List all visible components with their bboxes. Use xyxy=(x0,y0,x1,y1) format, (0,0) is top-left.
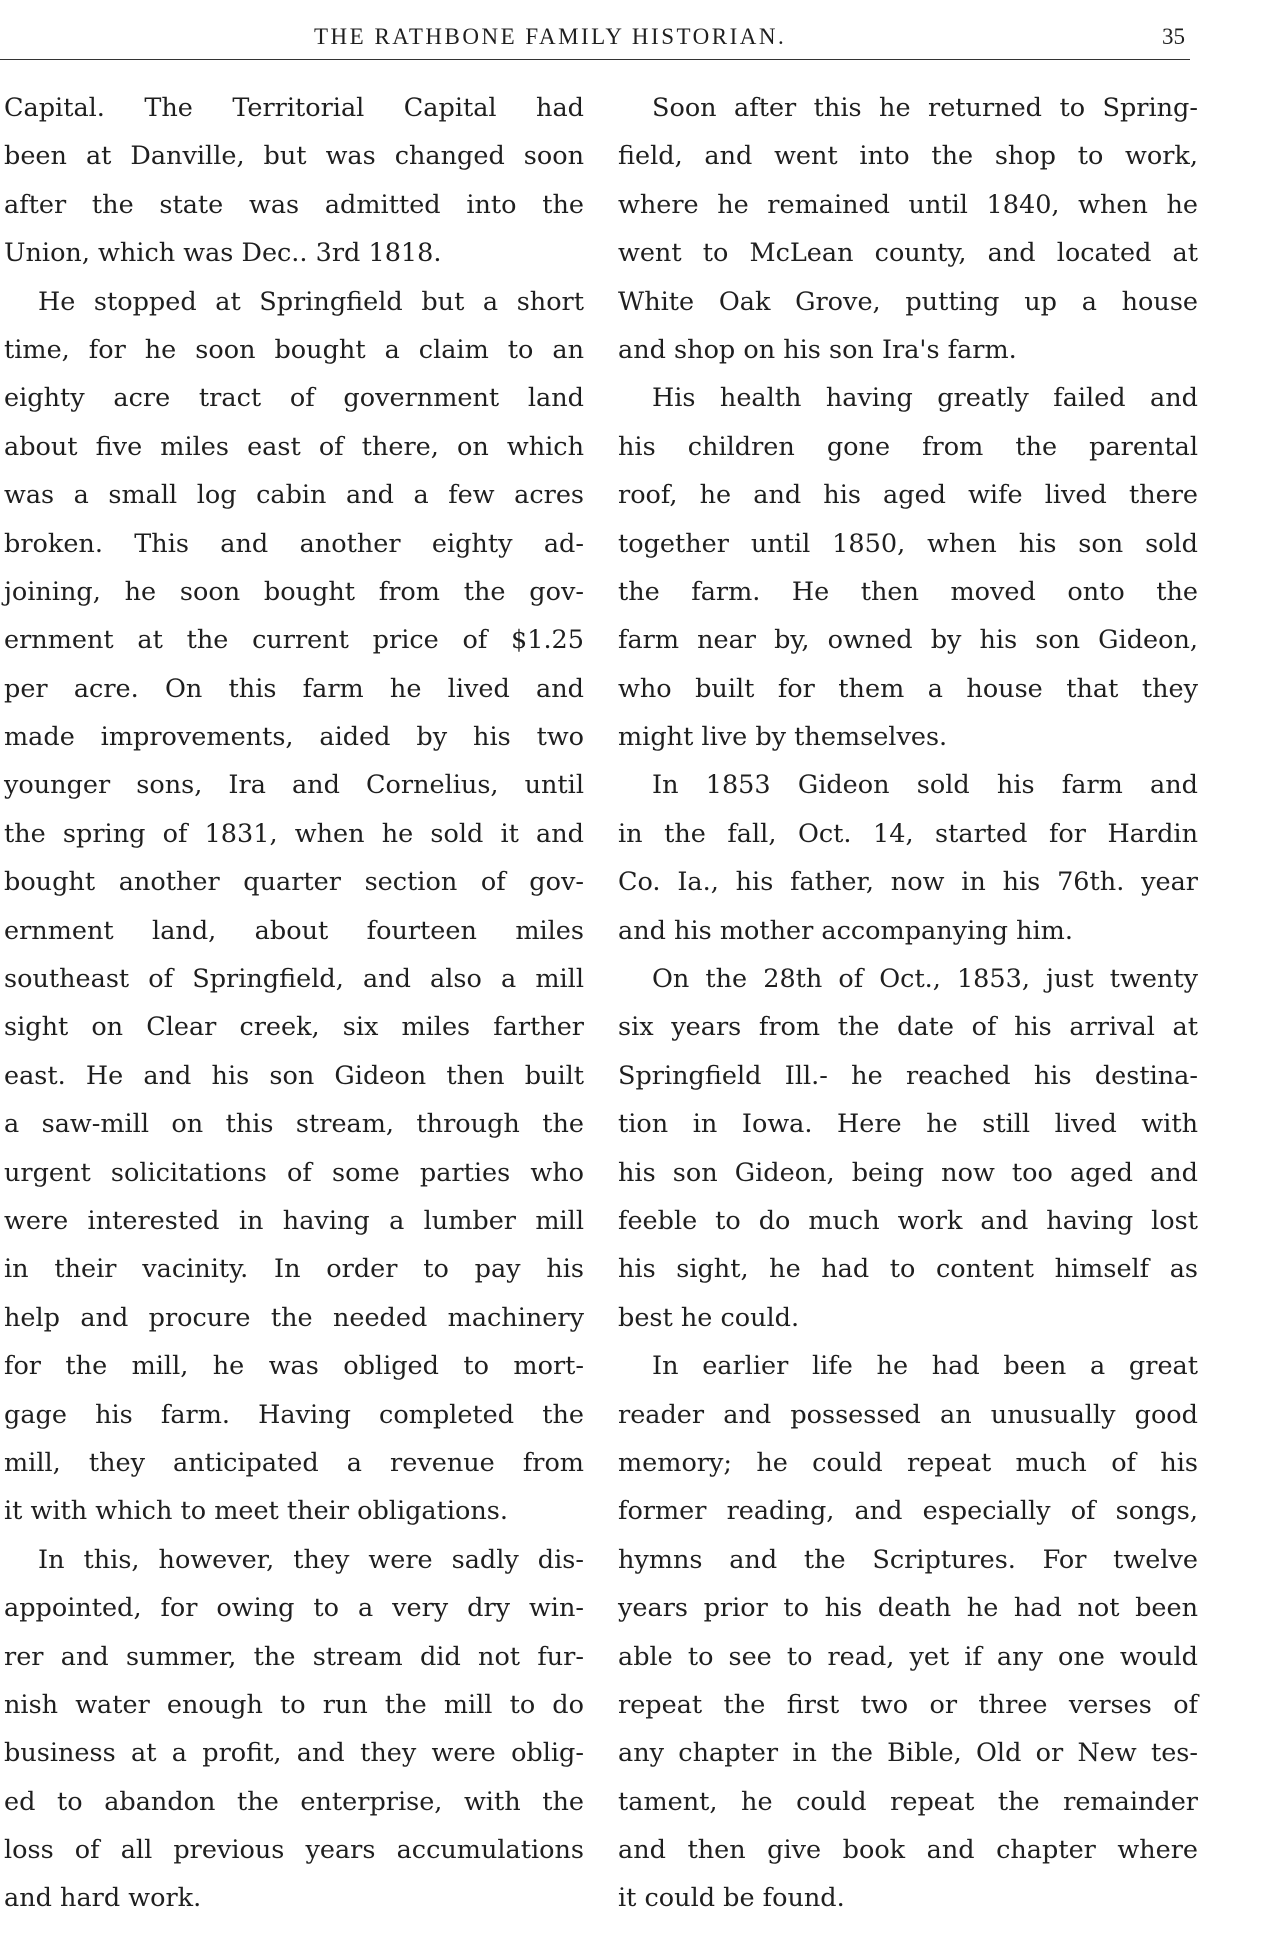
text-line: memory; he could repeat much of his xyxy=(618,1447,1198,1478)
text-line: eighty acre tract of government land xyxy=(4,383,584,414)
journal-title: THE RATHBONE FAMILY HISTORIAN. xyxy=(314,24,787,49)
text-line: and hard work. xyxy=(4,1883,202,1914)
text-line: best he could. xyxy=(618,1302,800,1333)
text-line: ed to abandon the enterprise, with the xyxy=(4,1786,584,1817)
text-line: ernment land, about fourteen miles xyxy=(4,915,584,946)
text-line: the spring of 1831, when he sold it and xyxy=(4,818,584,849)
text-line: In this, however, they were sadly dis- xyxy=(38,1544,584,1575)
running-header xyxy=(0,22,1200,62)
text-line: His health having greatly failed and xyxy=(652,383,1198,414)
text-line: Springfield Ill.- he reached his destina- xyxy=(618,1060,1198,1091)
right-column xyxy=(618,84,1198,1923)
left-column xyxy=(4,84,584,1923)
text-line: his sight, he had to content himself as xyxy=(618,1254,1198,1285)
text-line: On the 28th of Oct., 1853, just twenty xyxy=(652,964,1198,995)
text-line: and shop on his son Ira's farm. xyxy=(618,334,1017,365)
text-line: able to see to read, yet if any one would xyxy=(618,1641,1198,1672)
text-line: field, and went into the shop to work, xyxy=(618,141,1198,172)
page-number: 35 xyxy=(1162,24,1185,49)
text-line: repeat the first two or three verses of xyxy=(618,1689,1198,1720)
text-line: younger sons, Ira and Cornelius, until xyxy=(4,770,584,801)
text-line: In earlier life he had been a great xyxy=(652,1351,1198,1382)
text-line: In 1853 Gideon sold his farm and xyxy=(652,770,1198,801)
text-line: was a small log cabin and a few acres xyxy=(4,480,584,511)
text-line: mill, they anticipated a revenue from xyxy=(4,1447,584,1478)
text-line: loss of all previous years accumulations xyxy=(4,1835,584,1866)
text-line: bought another quarter section of gov- xyxy=(4,867,584,898)
text-line: broken. This and another eighty ad- xyxy=(4,528,584,559)
text-line: six years from the date of his arrival at xyxy=(618,1012,1198,1043)
text-line: east. He and his son Gideon then built xyxy=(4,1060,584,1091)
text-line: years prior to his death he had not been xyxy=(618,1593,1198,1624)
text-line: been at Danville, but was changed soon xyxy=(4,141,584,172)
text-line: nish water enough to run the mill to do xyxy=(4,1689,584,1720)
text-line: sight on Clear creek, six miles farther xyxy=(4,1012,584,1043)
text-line: made improvements, aided by his two xyxy=(4,722,584,753)
text-line: White Oak Grove, putting up a house xyxy=(618,286,1198,317)
text-line: joining, he soon bought from the gov- xyxy=(4,576,584,607)
text-line: for the mill, he was obliged to mort- xyxy=(4,1351,584,1382)
text-line: about five miles east of there, on which xyxy=(4,431,584,462)
text-line: were interested in having a lumber mill xyxy=(4,1205,584,1236)
text-line: appointed, for owing to a very dry win- xyxy=(4,1593,584,1624)
text-line: Soon after this he returned to Spring- xyxy=(652,93,1198,123)
text-line: in the fall, Oct. 14, started for Hardin xyxy=(618,818,1198,849)
text-line: roof, he and his aged wife lived there xyxy=(618,480,1198,511)
text-line: might live by themselves. xyxy=(618,722,948,753)
text-line: went to McLean county, and located at xyxy=(618,238,1198,269)
text-line: Union, which was Dec.. 3rd 1818. xyxy=(4,238,442,269)
text-line: urgent solicitations of some parties who xyxy=(4,1157,584,1188)
text-line: time, for he soon bought a claim to an xyxy=(4,334,584,365)
text-line: and his mother accompanying him. xyxy=(618,915,1073,946)
text-line: a saw-mill on this stream, through the xyxy=(4,1109,584,1140)
text-line: in their vacinity. In order to pay his xyxy=(4,1254,584,1285)
text-line: former reading, and especially of songs, xyxy=(618,1496,1198,1527)
text-line: rer and summer, the stream did not fur- xyxy=(4,1641,584,1672)
text-line: He stopped at Springfield but a short xyxy=(38,286,584,317)
text-line: any chapter in the Bible, Old or New tes- xyxy=(618,1738,1198,1769)
text-line: after the state was admitted into the xyxy=(4,189,584,220)
text-line: per acre. On this farm he lived and xyxy=(4,673,584,704)
text-line: gage his farm. Having completed the xyxy=(4,1399,584,1430)
text-line: where he remained until 1840, when he xyxy=(618,189,1198,220)
header-rule xyxy=(0,59,1190,60)
text-line: feeble to do much work and having lost xyxy=(618,1205,1198,1236)
text-line: farm near by, owned by his son Gideon, xyxy=(618,625,1198,656)
text-line: Co. Ia., his father, now in his 76th. year xyxy=(618,867,1198,898)
text-line: hymns and the Scriptures. For twelve xyxy=(618,1544,1198,1575)
text-line: southeast of Springfield, and also a mill xyxy=(4,964,584,995)
text-line: his children gone from the parental xyxy=(618,431,1198,462)
text-line: who built for them a house that they xyxy=(618,673,1198,704)
text-line: reader and possessed an unusually good xyxy=(618,1399,1198,1430)
text-line: and then give book and chapter where xyxy=(618,1835,1198,1866)
text-line: business at a profit, and they were oblig- xyxy=(4,1738,584,1769)
text-line: it with which to meet their obligations. xyxy=(4,1496,508,1527)
text-line: the farm. He then moved onto the xyxy=(618,576,1198,607)
text-line: help and procure the needed machinery xyxy=(4,1302,584,1333)
text-line: his son Gideon, being now too aged and xyxy=(618,1157,1198,1188)
text-line: ernment at the current price of $1.25 xyxy=(4,625,584,656)
text-line: tion in Iowa. Here he still lived with xyxy=(618,1109,1198,1140)
text-line: together until 1850, when his son sold xyxy=(618,528,1198,559)
text-line: tament, he could repeat the remainder xyxy=(618,1786,1198,1817)
text-line: Capital. The Territorial Capital had xyxy=(4,93,584,123)
text-line: it could be found. xyxy=(618,1883,845,1914)
